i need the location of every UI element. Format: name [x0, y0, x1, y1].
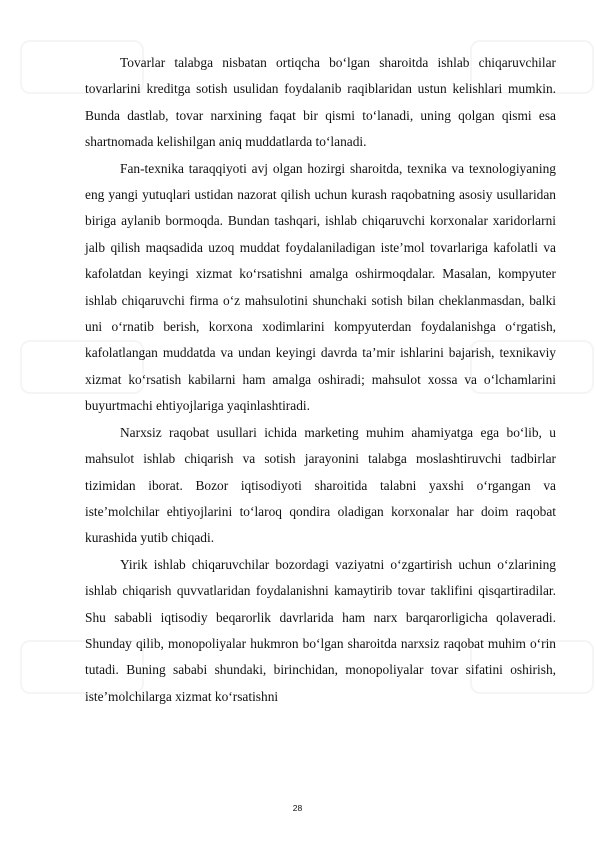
paragraph: Fan-texnika taraqqiyoti avj olgan hozirgi sharoitda, texnika va texnologiyaning eng yangi yutuqlari ustidan nazorat qilish uchun kurash raqobatning asosiy usullaridan biriga aylanib bormoqda. Bundan tashqari, ishlab chiqaruvchi korxonalar xaridorlarni jalb qilish maqsadida uzoq muddat foydalaniladigan iste’mol tovarlariga kafolatli va kafolatdan keyingi xizmat ko‘rsatishni amalga oshirmoqdalar. Masalan, kompyuter ishlab chiqaruvchi firma o‘z mahsulotini shunchaki sotish bilan cheklanmasdan, balki uni o‘rnatib berish, korxona xodimlarini kompyuterdan foydalanishga o‘rgatish, kafolatlangan muddatda va undan keyingi davrda ta’mir ishlarini bajarish, texnikaviy xizmat ko‘rsatish kabilarni ham amalga oshiradi; mahsulot xossa va o‘lchamlarini buyurtmachi ehtiyojlariga yaqinlashtiradi.	[85, 160, 556, 414]
paragraph: Tovarlar talabga nisbatan ortiqcha bo‘lgan sharoitda ishlab chiqaruvchilar tovarlarini kreditga sotish usulidan foydalanib raqiblaridan ustun kelishlari mumkin. Bunda dastlab, tovar narxining faqat bir qismi to‘lanadi, uning qolgan qismi esa shartnomada kelishilgan aniq muddatlarda to‘lanadi.	[85, 55, 556, 150]
body-text	[85, 50, 556, 710]
paragraph: Yirik ishlab chiqaruvchilar bozordagi vaziyatni o‘zgartirish uchun o‘zlarining ishlab chiqarish quvvatlaridan foydalanishni kamaytirib tovar taklifini qisqartiradilar. Shu sababli iqtisodiy beqarorlik davrlarida ham narx barqarorligicha qolaveradi. Shunday qilib, monopoliyalar hukmron bo‘lgan sharoitda narxsiz raqobat muhim o‘rin tutadi. Buning sababi shundaki, birinchidan, monopoliyalar tovar sifatini oshirish, iste’molchilarga xizmat ko‘rsatishni	[85, 556, 556, 704]
page-number: 28	[292, 803, 303, 813]
paragraph: Narxsiz raqobat usullari ichida marketing muhim ahamiyatga ega bo‘lib, u mahsulot ishlab chiqarish va sotish jarayonini talabga moslashtiruvchi tadbirlar tizimidan iborat. Bozor iqtisodiyoti sharoitida talabni yaxshi o‘rgangan va iste’molchilar ehtiyojlarini to‘laroq qondira oladigan korxonalar har doim raqobat kurashida yutib chiqadi.	[85, 424, 556, 546]
